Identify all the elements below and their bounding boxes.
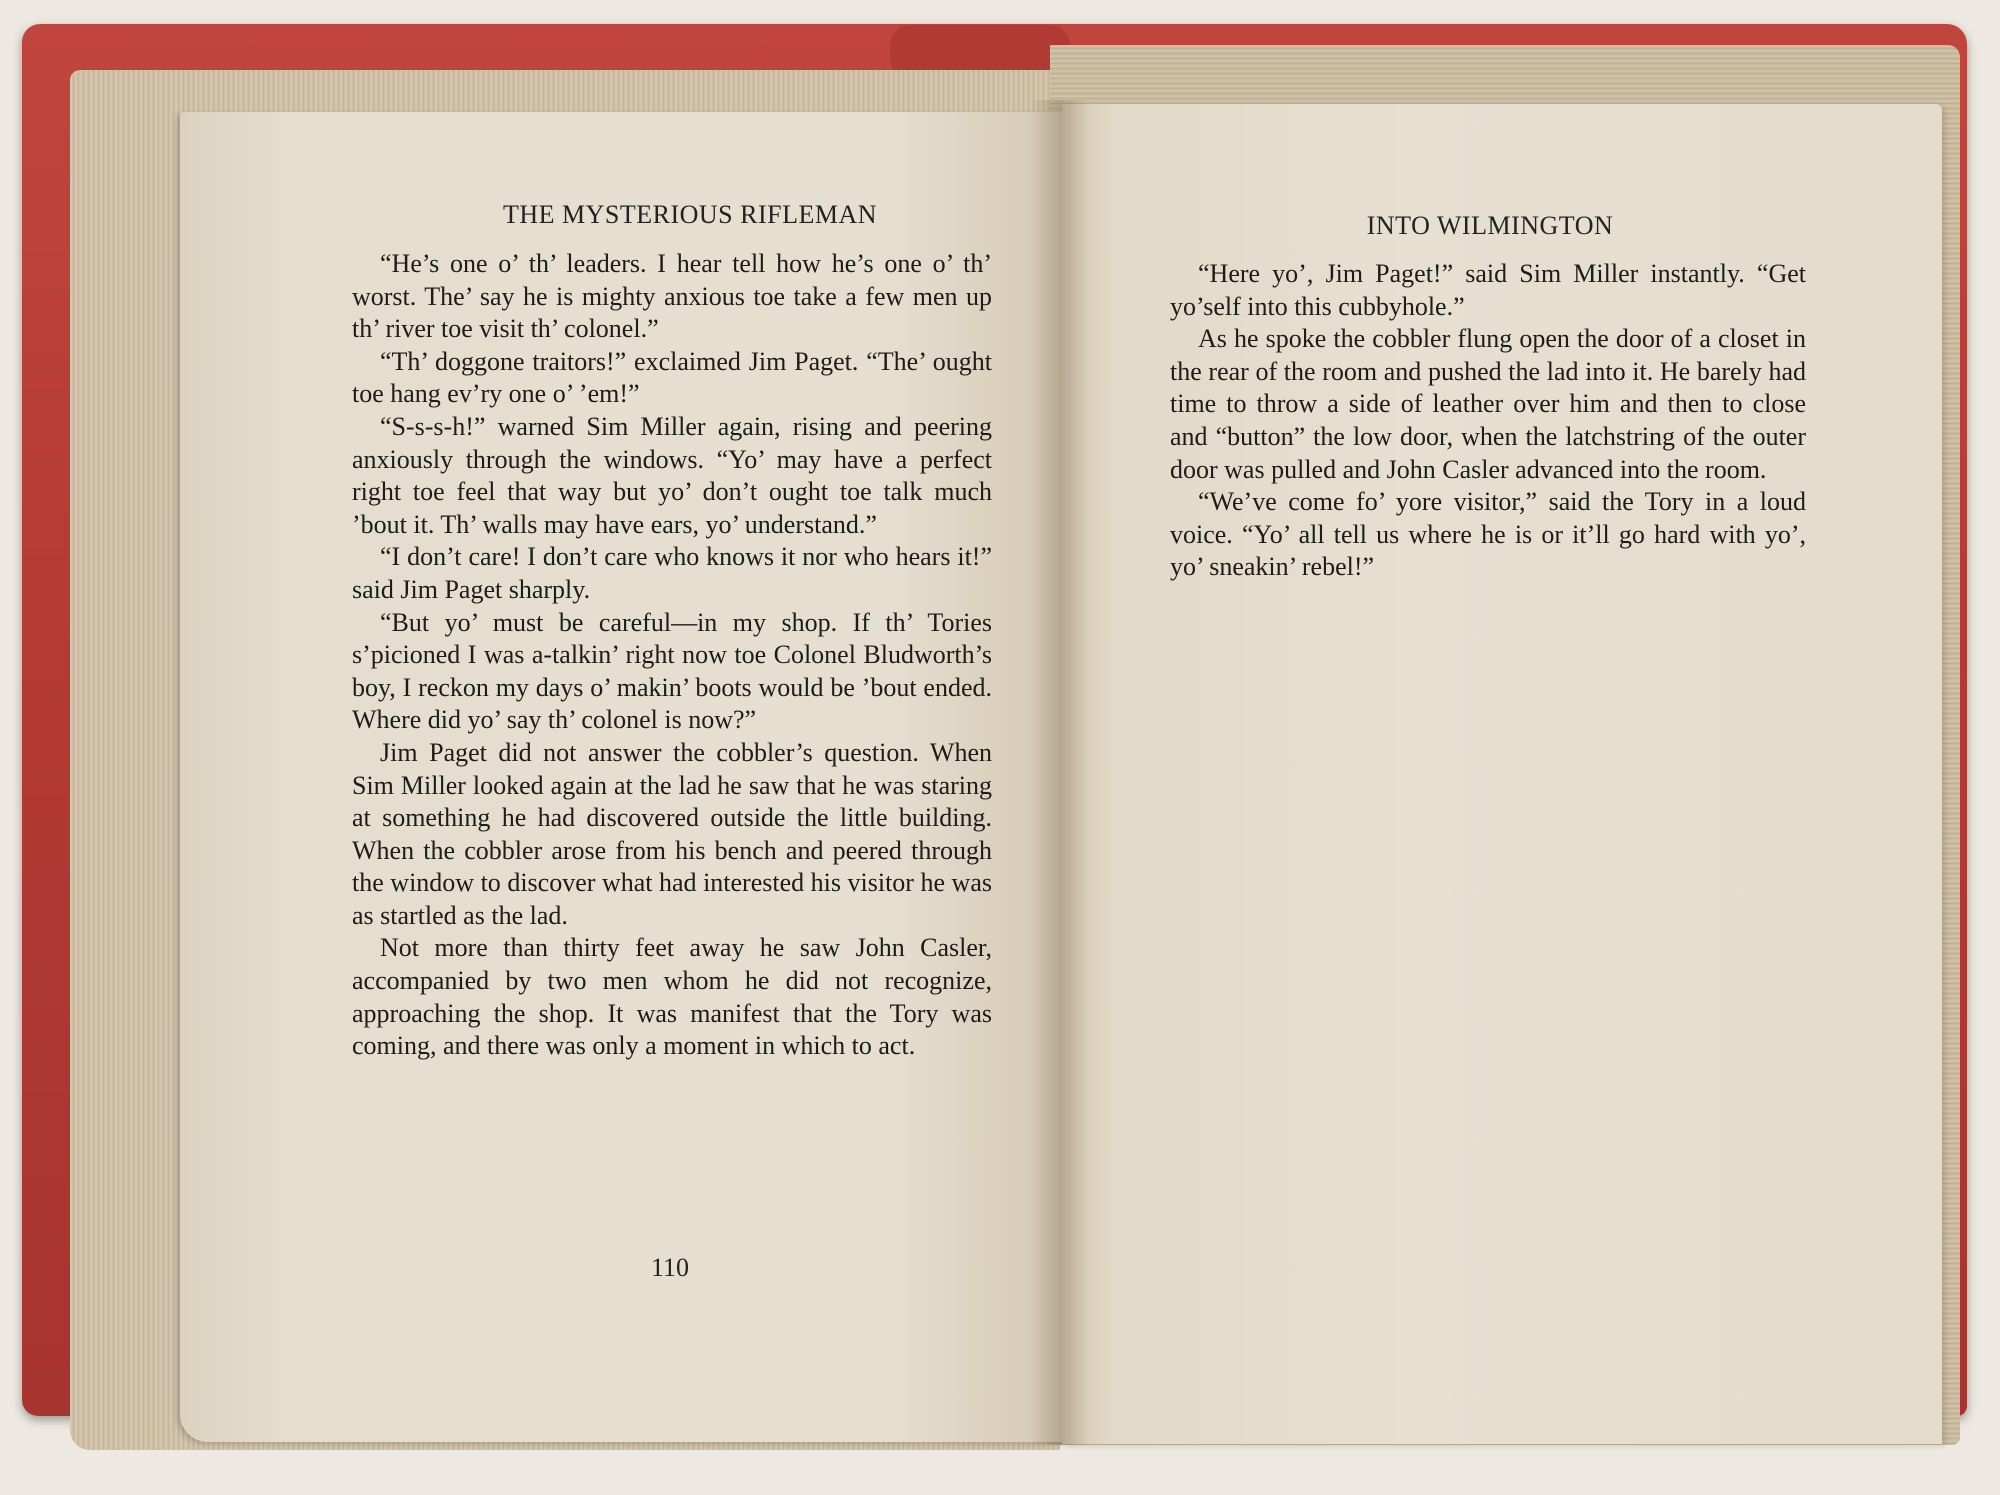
left-running-head: THE MYSTERIOUS RIFLEMAN bbox=[502, 200, 878, 229]
paragraph: Not more than thirty feet away he saw John Casler, accompanied by two men whom he did not recognize, approaching the shop. It was manifest that the Tory was coming, and there was only a moment in which to act. bbox=[352, 933, 992, 1061]
right-running-head: INTO WILMINGTON bbox=[1366, 211, 1614, 240]
right-page-text bbox=[1170, 258, 1806, 584]
paragraph: “I don’t care! I don’t care who knows it nor who hears it!” said Jim Paget sharply. bbox=[352, 542, 992, 604]
paragraph: “Here yo’, Jim Paget!” said Sim Miller instantly. “Get yo’self into this cubbyhole.” bbox=[1170, 259, 1806, 321]
paragraph: “He’s one o’ th’ leaders. I hear tell how he’s one o’ th’ worst. The’ say he is mighty anxious toe take a few men up th’ river toe visit th’ colonel.” bbox=[352, 249, 992, 344]
paragraph: “We’ve come fo’ yore visitor,” said the Tory in a loud voice. “Yo’ all tell us where he is or it’ll go hard with yo’, yo’ sneakin’ rebel!” bbox=[1170, 487, 1806, 582]
paragraph: As he spoke the cobbler flung open the door of a closet in the rear of the room and pushed the lad into it. He barely had time to throw a side of leather over him and then to close and “button” the low door, when the latchstring of the outer door was pulled and John Casler advanced into the room. bbox=[1170, 324, 1806, 484]
paragraph: “S-s-s-h!” warned Sim Miller again, rising and peering anxiously through the windows. “Yo’ may have a perfect right toe feel that way but yo’ don’t ought toe talk much ’bout it. Th’ walls may have ears, yo’ understand.” bbox=[352, 411, 992, 539]
paragraph: “But yo’ must be careful—in my shop. If th’ Tories s’picioned I was a-talkin’ right now toe Colonel Bludworth’s boy, I reckon my days o’ makin’ boots would be ’bout ended. Where did yo’ say th’ colonel is now?” bbox=[352, 607, 992, 735]
page-number: 110 bbox=[650, 1253, 690, 1282]
left-page-text bbox=[352, 248, 992, 1063]
paragraph: Jim Paget did not answer the cobbler’s question. When Sim Miller looked again at the lad he saw that he was staring at something he had discovered outside the little building. When the cobbler arose from his bench and peered through the window to discover what had interested his visitor he was as startled as the lad. bbox=[352, 737, 992, 930]
paragraph: “Th’ doggone traitors!” exclaimed Jim Paget. “The’ ought toe hang ev’ry one o’ ’em!” bbox=[352, 346, 992, 409]
